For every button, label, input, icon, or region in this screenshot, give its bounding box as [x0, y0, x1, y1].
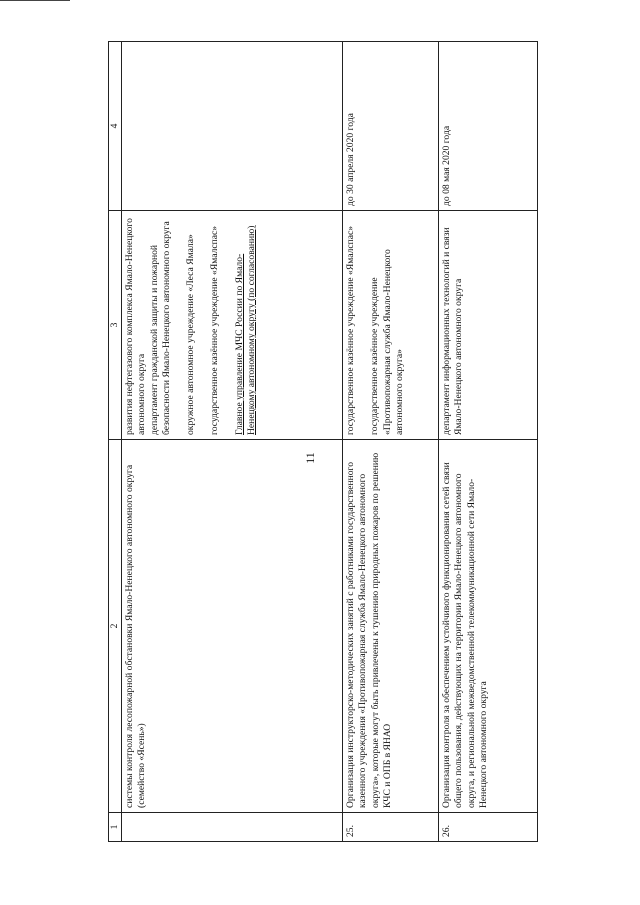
header-col-4: 4	[109, 42, 122, 211]
header-col-2: 2	[109, 440, 122, 813]
table-header-row	[109, 42, 122, 842]
deadline-text: до 08 мая 2020 года	[439, 42, 538, 211]
row-number: 26.	[439, 813, 538, 842]
responsible-item: государственное казённое учреждение «Ямалспас»	[345, 225, 356, 435]
page-number: 11	[302, 452, 317, 464]
measures-table	[108, 41, 538, 842]
row-number: 25.	[343, 813, 439, 842]
responsible-item: развития нефтегазового комплекса Ямало-Ненецкого автономного округа	[124, 218, 148, 435]
deadline-text: до 30 апреля 2020 года	[343, 42, 439, 211]
row-number	[122, 813, 343, 842]
table-row	[122, 42, 343, 842]
responsible-item: государственное казённое учреждение «Противопожарная служба Ямало-Ненецкого автономного округа»	[369, 249, 405, 435]
scan-edge-mark	[0, 0, 70, 1]
table-row	[439, 42, 538, 842]
responsible-cell	[439, 211, 538, 440]
responsible-cell	[343, 211, 439, 440]
measure-text: системы контроля лесопожарной обстановки Ямало-Ненецкого автономного округа (семейство «Ясень»)	[122, 440, 343, 813]
rotated-table-container	[108, 62, 538, 842]
responsible-cell	[122, 211, 343, 440]
responsible-item: окружное автономное учреждение «Леса Ямала»	[185, 234, 197, 435]
header-col-1: 1	[109, 813, 122, 842]
header-col-3: 3	[109, 211, 122, 440]
measure-text: Организация контроля за обеспечением устойчивого функционирования сетей связи общего пользования, действующих на территории Ямало-Ненецкого автономного округа, и региональной межведомственной телекоммуникационной сети Ямало-Ненецкого автономного округа	[439, 440, 538, 813]
responsible-item: департамент гражданской защиты и пожарной безопасности Ямало-Ненецкого автономного округа	[148, 221, 172, 435]
measure-text: Организация инструкторско-методических занятий с работниками государственного казенного учреждения «Противопожарная служба Ямало-Ненецкого автономного округа», которые могут быть привлечены к тушению природных пожаров по решению КЧС и ОПБ в ЯНАО	[343, 440, 439, 813]
responsible-item: Главное управление МЧС России по Ямало-Ненецкому автономному округу (по согласованию)	[233, 225, 258, 435]
responsible-item: департамент информационных технологий и связи Ямало-Ненецкого автономного округа	[441, 227, 465, 435]
deadline-text	[122, 42, 343, 211]
responsible-item: государственное казённое учреждение «Ямалспас»	[209, 225, 221, 435]
table-row	[343, 42, 439, 842]
